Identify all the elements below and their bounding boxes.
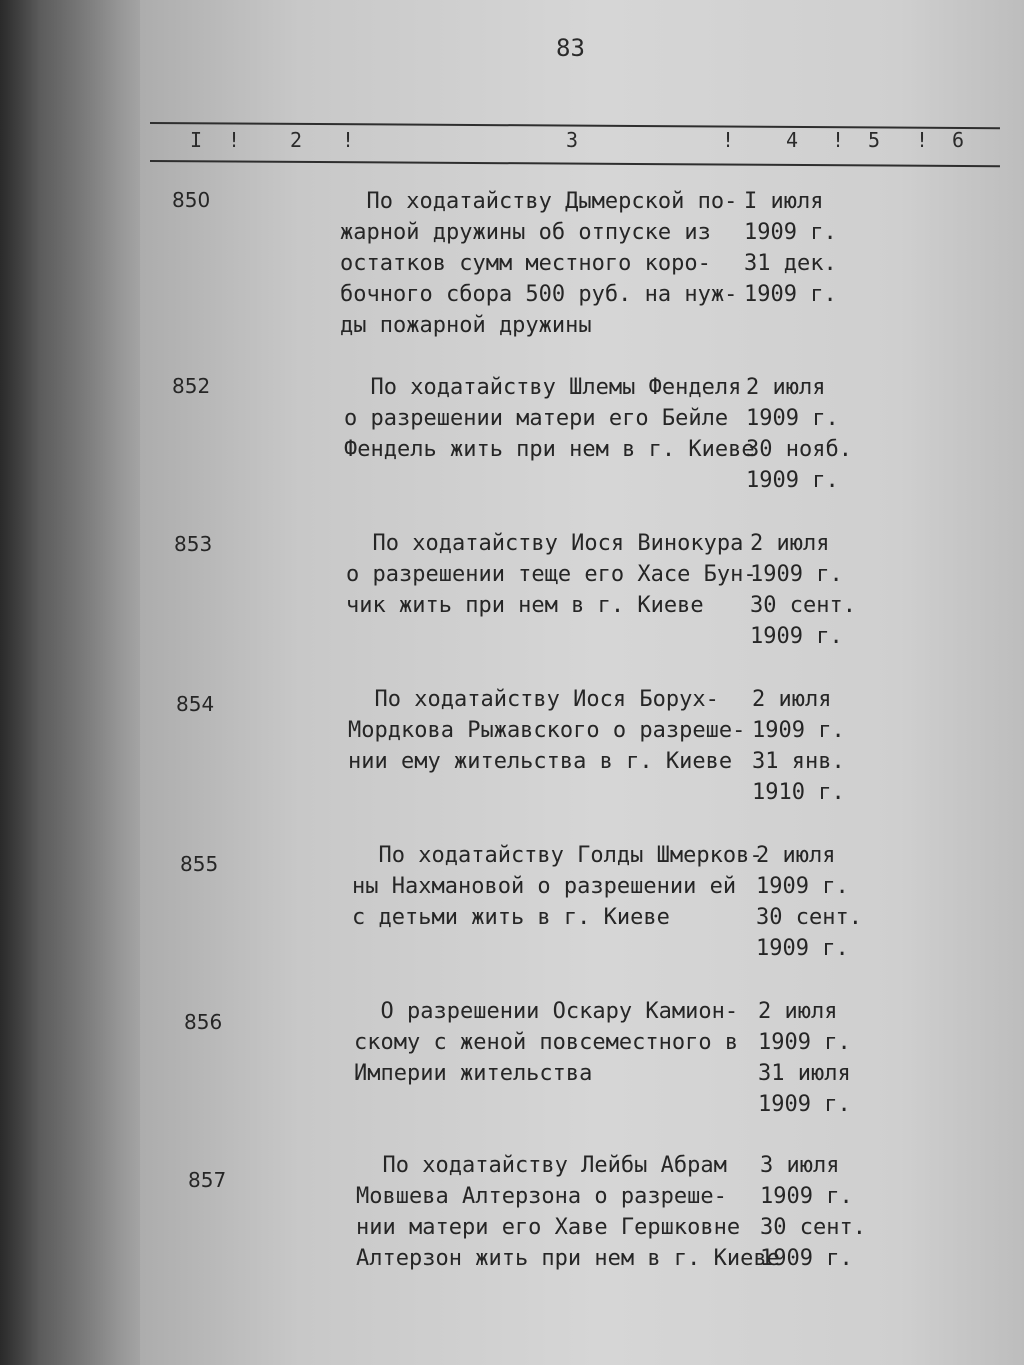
header-separator: ! [342, 128, 355, 152]
entry-description: По ходатайству Голды Шмерков- ны Нахмановой о разрешении ей с детьми жить в г. Киеве [352, 843, 763, 930]
entry-description: О разрешении Оскару Камион- скому с женой повсеместного в Империи жительства [354, 999, 739, 1086]
entry-dates: 2 июля 1909 г. 30 нояб. 1909 г. [746, 375, 852, 493]
header-separator: ! [916, 128, 929, 152]
entry-number: 853 [174, 532, 213, 556]
entry-description: По ходатайству Дымерской по- жарной дружины об отпуске из остатков сумм местного коро- бочного сбора 500 руб. на нуж- ды пожарной дружины [340, 189, 738, 338]
book-spine-shadow [0, 0, 140, 1365]
entry-dates: 2 июля 1909 г. 31 июля 1909 г. [758, 999, 851, 1117]
header-separator: ! [832, 128, 845, 152]
table-header [0, 128, 1024, 158]
header-separator: ! [228, 128, 241, 152]
entry-dates: 2 июля 1909 г. 30 сент. 1909 г. [750, 531, 856, 649]
entry-description: По ходатайству Лейбы Абрам Мовшева Алтерзона о разреше- нии матери его Хаве Гершковне Алтерзон жить при нем в г. Киеве [356, 1153, 780, 1271]
header-bottom-rule [150, 160, 1000, 167]
entry-number: 857 [188, 1168, 227, 1192]
page-number: 83 [556, 34, 585, 62]
entry-description: По ходатайству Шлемы Фенделя о разрешении матери его Бейле Фендель жить при нем в г. Киеве [344, 375, 755, 462]
entry-number: 850 [172, 188, 211, 212]
entry-description: По ходатайству Иося Винокура о разрешении теще его Хасе Бун- чик жить при нем в г. Киеве [346, 531, 757, 618]
header-col-1: I [190, 128, 203, 152]
entry-dates: 3 июля 1909 г. 30 сент. 1909 г. [760, 1153, 866, 1271]
entry-number: 856 [184, 1010, 223, 1034]
entry-dates: 2 июля 1909 г. 30 сент. 1909 г. [756, 843, 862, 961]
header-col-6: 6 [952, 128, 965, 152]
entry-description: По ходатайству Иося Борух- Мордкова Рыжавского о разреше- нии ему жительства в г. Киеве [348, 687, 746, 774]
header-col-5: 5 [868, 128, 881, 152]
header-separator: ! [722, 128, 735, 152]
header-col-3: 3 [566, 128, 579, 152]
entry-dates: 2 июля 1909 г. 31 янв. 1910 г. [752, 687, 845, 805]
entry-number: 854 [176, 692, 215, 716]
entry-number: 855 [180, 852, 219, 876]
entry-number: 852 [172, 374, 211, 398]
entry-dates: I июля 1909 г. 31 дек. 1909 г. [744, 189, 837, 307]
header-col-2: 2 [290, 128, 303, 152]
header-col-4: 4 [786, 128, 799, 152]
